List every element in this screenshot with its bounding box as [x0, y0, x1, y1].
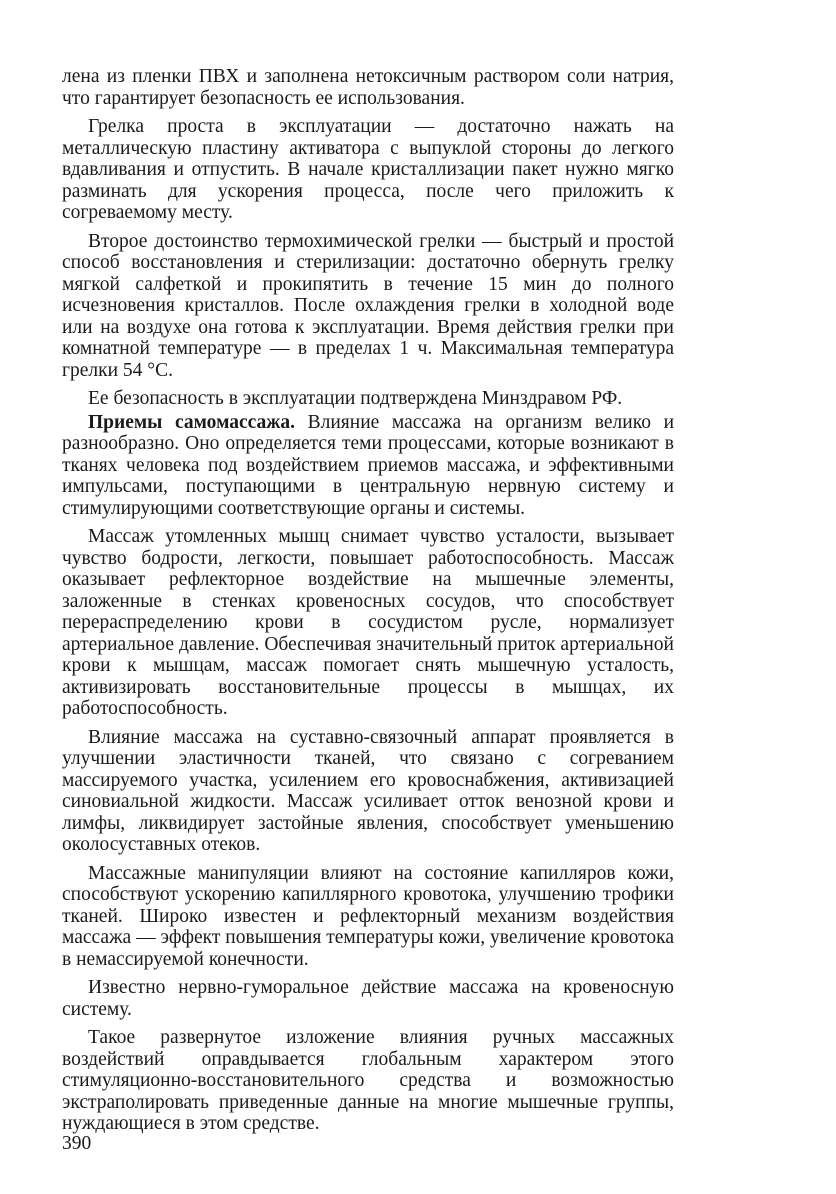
paragraph-conclusion: Такое развернутое изложение влияния ручных массажных воздействий оправдывается глобальным характером этого стимуляционно-восстановительного средства и возможностью экстраполировать приведенные данные на многие мышечные группы, нуждающиеся в этом средстве. — [62, 1027, 674, 1134]
paragraph-neurohumoral: Известно нервно-гуморальное действие массажа на кровеносную систему. — [62, 977, 674, 1020]
paragraph-heater-usage: Грелка проста в эксплуатации — достаточно нажать на металлическую пластину активатора с выпуклой стороны до легкого вдавливания и отпустить. В начале кристаллизации пакет нужно мягко разминать для ускорения процесса, после чего приложить к согреваемому месту. — [62, 116, 674, 223]
page-number: 390 — [62, 1133, 92, 1154]
paragraph-heater-advantage: Второе достоинство термохимической грелки — быстрый и простой способ восстановления и стерилизации: достаточно обернуть грелку мягкой салфеткой и прокипятить в течение 15 мин до полного исчезновения кристаллов. После охлаждения грелки в холодной воде или на воздухе она готова к эксплуатации. Время действия грелки при комнатной температуре — в пределах 1 ч. Максимальная температура грелки 54 °С. — [62, 230, 674, 381]
section-heading-self-massage: Приемы самомассажа. — [88, 411, 296, 433]
paragraph-muscle-fatigue: Массаж утомленных мышц снимает чувство усталости, вызывает чувство бодрости, легкости, повышает работоспособность. Массаж оказывает рефлекторное воздействие на мышечные элементы, заложенные в стенках кровеносных сосудов, что способствует перераспределению крови в сосудистом русле, нормализует артериальное давление. Обеспечивая значительный приток артериальной крови к мышцам, массаж помогает снять мышечную усталость, активизировать восстановительные процессы в мышцах, их работоспособность. — [62, 526, 674, 719]
page-body — [62, 66, 674, 1135]
paragraph-self-massage-text: Влияние массажа на организм велико и разнообразно. Оно определяется теми процессами, которые возникают в тканях человека под воздействием приемов массажа, и эффективными импульсами, поступающими в центральную нервную систему и стимулирующими соответствующие органы и системы. — [62, 411, 675, 519]
paragraph-self-massage — [62, 412, 674, 520]
paragraph-continuation: лена из пленки ПВХ и заполнена нетоксичным раствором соли натрия, что гарантирует безопасность ее использования. — [62, 66, 674, 109]
paragraph-capillaries: Массажные манипуляции влияют на состояние капилляров кожи, способствуют ускорению капиллярного кровотока, улучшению трофики тканей. Широко известен и рефлекторный механизм воздействия массажа — эффект повышения температуры кожи, увеличение кровотока в немассируемой конечности. — [62, 862, 674, 970]
paragraph-safety: Ее безопасность в эксплуатации подтверждена Минздравом РФ. — [88, 388, 623, 409]
paragraph-joints: Влияние массажа на суставно-связочный аппарат проявляется в улучшении эластичности тканей, что связано с согреванием массируемого участка, усилением его кровоснабжения, активизацией синовиальной жидкости. Массаж усиливает отток венозной крови и лимфы, ликвидирует застойные явления, способствует уменьшению околосуставных отеков. — [62, 726, 674, 855]
